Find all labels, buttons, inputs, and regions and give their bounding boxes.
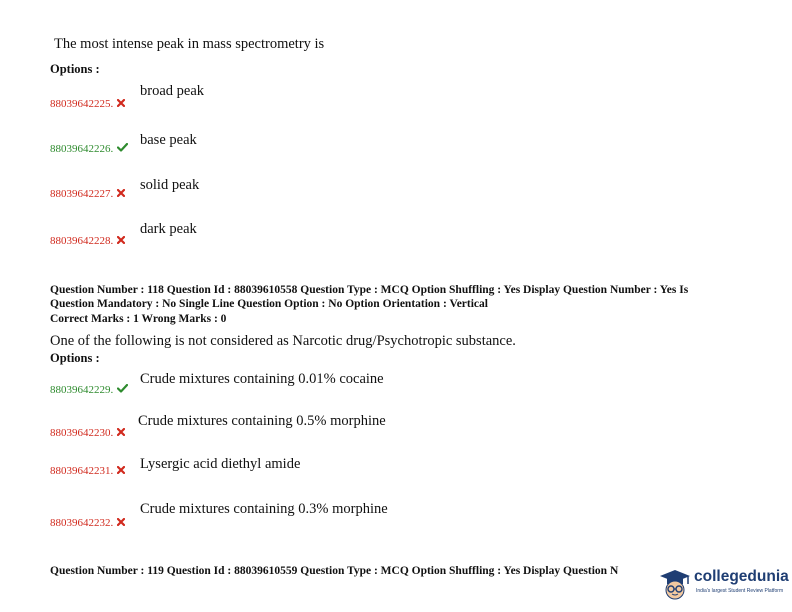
question-meta: Question Mandatory : No Single Line Question Option : No Option Orientation : Vertical bbox=[50, 298, 488, 310]
cross-icon bbox=[117, 231, 125, 249]
question-meta: Question Number : 118 Question Id : 88039610558 Question Type : MCQ Option Shuffling : Yes Display Question Number : Yes Is bbox=[50, 284, 689, 296]
logo-tagline: India's largest Student Review Platform bbox=[696, 588, 784, 594]
logo-wordmark: collegedunia bbox=[694, 568, 789, 585]
option-row bbox=[50, 513, 125, 531]
cross-icon bbox=[117, 184, 125, 202]
option-id: 88039642225. bbox=[50, 98, 114, 110]
option-row bbox=[50, 94, 125, 112]
cross-icon bbox=[117, 461, 125, 479]
option-row bbox=[50, 380, 128, 398]
question-marks: Correct Marks : 1 Wrong Marks : 0 bbox=[50, 313, 227, 325]
option-id: 88039642226. bbox=[50, 143, 114, 155]
cross-icon bbox=[117, 513, 125, 531]
option-row bbox=[50, 231, 125, 249]
option-text: Crude mixtures containing 0.5% morphine bbox=[138, 413, 386, 429]
cross-icon bbox=[117, 94, 125, 112]
check-icon bbox=[117, 380, 128, 398]
option-id: 88039642227. bbox=[50, 188, 114, 200]
option-id: 88039642230. bbox=[50, 427, 114, 439]
check-icon bbox=[117, 139, 128, 157]
graduate-mascot-icon bbox=[658, 568, 692, 600]
options-label: Options : bbox=[50, 351, 100, 365]
option-text: solid peak bbox=[140, 177, 200, 193]
question-text: The most intense peak in mass spectrometry is bbox=[54, 36, 325, 52]
option-text: Crude mixtures containing 0.3% morphine bbox=[140, 501, 388, 517]
option-text: base peak bbox=[140, 132, 197, 148]
option-row bbox=[50, 139, 128, 157]
option-text: Lysergic acid diethyl amide bbox=[140, 456, 301, 472]
option-row bbox=[50, 461, 125, 479]
option-row bbox=[50, 423, 125, 441]
option-id: 88039642232. bbox=[50, 517, 114, 529]
option-id: 88039642228. bbox=[50, 235, 114, 247]
option-id: 88039642231. bbox=[50, 465, 114, 477]
options-label: Options : bbox=[50, 62, 100, 76]
option-text: broad peak bbox=[140, 83, 205, 99]
option-text: Crude mixtures containing 0.01% cocaine bbox=[140, 371, 384, 387]
question-meta: Question Number : 119 Question Id : 88039610559 Question Type : MCQ Option Shuffling : Yes Display Question N bbox=[50, 565, 619, 577]
collegedunia-logo bbox=[658, 566, 788, 602]
option-row bbox=[50, 184, 125, 202]
option-id: 88039642229. bbox=[50, 384, 114, 396]
question-text: One of the following is not considered as Narcotic drug/Psychotropic substance. bbox=[50, 333, 516, 349]
cross-icon bbox=[117, 423, 125, 441]
option-text: dark peak bbox=[140, 221, 197, 237]
